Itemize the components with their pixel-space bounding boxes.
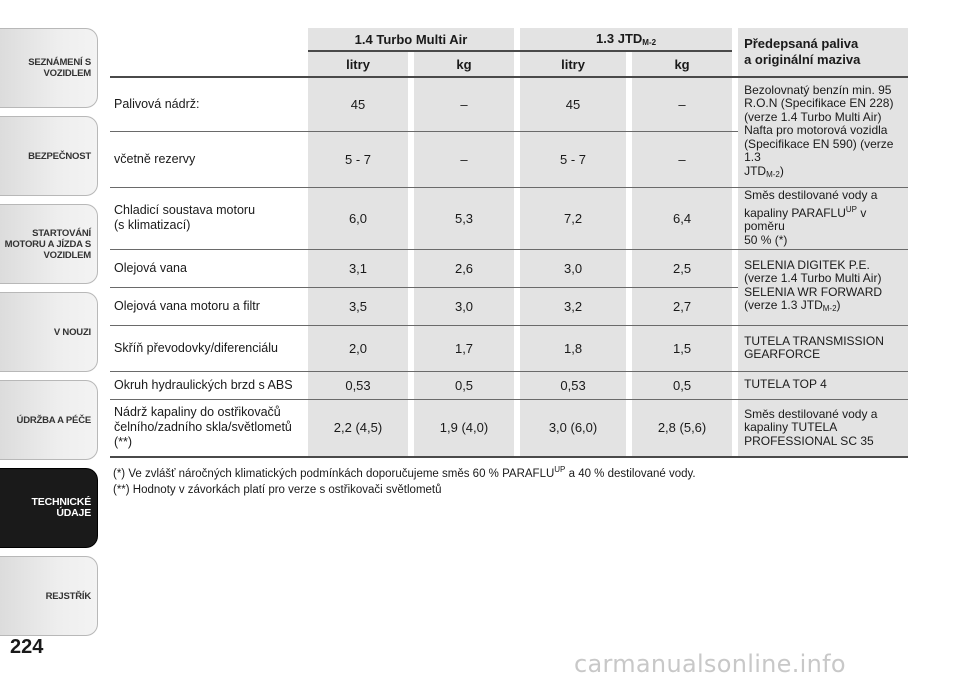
cell-value: 1,8 bbox=[520, 325, 626, 371]
empty-header bbox=[110, 28, 308, 51]
unit-kg-2: kg bbox=[632, 51, 732, 77]
tab-bezpecnost[interactable] bbox=[0, 116, 98, 196]
row-label: Okruh hydraulických brzd s ABS bbox=[110, 371, 308, 399]
cell-value: 0,53 bbox=[520, 371, 626, 399]
table-row bbox=[110, 399, 908, 457]
unit-kg-1: kg bbox=[414, 51, 514, 77]
cell-value: 1,7 bbox=[414, 325, 514, 371]
tab-label: TECHNICKÉ ÚDAJE bbox=[31, 496, 91, 519]
footnote-1: (*) Ve zvlášť náročných klimatických podmínkách doporučujeme směs 60 % $PARAFLU^{UP}$ a 40 % destilované vody. bbox=[113, 465, 696, 480]
table-row bbox=[110, 371, 908, 399]
unit-litry-1: litry bbox=[308, 51, 408, 77]
row-label: Olejová vana motoru a filtr bbox=[110, 287, 308, 325]
cell-value: 2,8 (5,6) bbox=[632, 399, 732, 457]
fuel-spec-oil: SELENIA DIGITEK P.E. (verze 1.4 Turbo Multi Air) SELENIA WR FORWARD (verze 1.3 $JTD_{M-2}$) bbox=[738, 249, 908, 325]
page-number: 224 bbox=[10, 636, 44, 658]
cell-value: – bbox=[414, 77, 514, 131]
row-label: včetně rezervy bbox=[110, 131, 308, 187]
tab-label: V NOUZI bbox=[53, 326, 91, 338]
tab-udrzba-a-pece[interactable] bbox=[0, 380, 98, 460]
table-row bbox=[110, 187, 908, 249]
cell-value: 2,6 bbox=[414, 249, 514, 287]
row-label: Olejová vana bbox=[110, 249, 308, 287]
row-label: Palivová nádrž: bbox=[110, 77, 308, 131]
footnote-2: (**) Hodnoty v závorkách platí pro verze s ostřikovači světlometů bbox=[113, 484, 442, 496]
fuel-header: Předepsaná paliva a originální maziva bbox=[738, 28, 908, 77]
tab-v-nouzi[interactable] bbox=[0, 292, 98, 372]
tab-startovani[interactable] bbox=[0, 204, 98, 284]
tab-label: STARTOVÁNÍ MOTORU A JÍZDA S VOZIDLEM bbox=[4, 227, 91, 261]
unit-litry-2: litry bbox=[520, 51, 626, 77]
capacities-table bbox=[110, 28, 908, 458]
cell-value: 3,1 bbox=[308, 249, 408, 287]
cell-value: 0,5 bbox=[414, 371, 514, 399]
engine2-header: 1.3 $JTD_{M-2}$ bbox=[520, 28, 732, 51]
cell-value: 3,0 (6,0) bbox=[520, 399, 626, 457]
fuel-spec-coolant: Směs destilované vody a kapaliny $PARAFLU^{UP}$ v poměru 50 % (*) bbox=[738, 187, 908, 249]
row-label: Skříň převodovky/diferenciálu bbox=[110, 325, 308, 371]
cell-value: 45 bbox=[520, 77, 626, 131]
cell-value: 5 - 7 bbox=[520, 131, 626, 187]
fuel-spec-transmission: TUTELA TRANSMISSION GEARFORCE bbox=[738, 325, 908, 371]
cell-value: 3,5 bbox=[308, 287, 408, 325]
tab-label: ÚDRŽBA A PÉČE bbox=[16, 414, 91, 426]
tab-label: REJSTŘÍK bbox=[45, 590, 91, 602]
cell-value: 6,4 bbox=[632, 187, 732, 249]
cell-value: 3,0 bbox=[414, 287, 514, 325]
fuel-spec-brake: TUTELA TOP 4 bbox=[738, 371, 908, 399]
tab-technicke-udaje[interactable] bbox=[0, 468, 98, 548]
cell-value: 0,5 bbox=[632, 371, 732, 399]
cell-value: 5 - 7 bbox=[308, 131, 408, 187]
cell-value: – bbox=[632, 77, 732, 131]
cell-value: 2,0 bbox=[308, 325, 408, 371]
tab-label: SEZNÁMENÍ S VOZIDLEM bbox=[28, 57, 91, 79]
cell-value: 2,2 (4,5) bbox=[308, 399, 408, 457]
row-label: Nádrž kapaliny do ostřikovačů čelního/zadního skla/světlometů (**) bbox=[110, 399, 308, 457]
tab-rejstrik[interactable] bbox=[0, 556, 98, 636]
cell-value: 0,53 bbox=[308, 371, 408, 399]
cell-value: – bbox=[414, 131, 514, 187]
row-label: Chladicí soustava motoru (s klimatizací) bbox=[110, 187, 308, 249]
table-row bbox=[110, 325, 908, 371]
tab-label: BEZPEČNOST bbox=[28, 150, 91, 162]
cell-value: 6,0 bbox=[308, 187, 408, 249]
cell-value: 7,2 bbox=[520, 187, 626, 249]
cell-value: 2,7 bbox=[632, 287, 732, 325]
fuel-spec-fuel: Bezolovnatý benzín min. 95 R.O.N (Specifikace EN 228) (verze 1.4 Turbo Multi Air) Nafta pro motorová vozidla (Specifikace EN 590) (verze 1.3 $JTD_{M-2}$) bbox=[738, 77, 908, 187]
table-row bbox=[110, 77, 908, 131]
cell-value: – bbox=[632, 131, 732, 187]
cell-value: 45 bbox=[308, 77, 408, 131]
cell-value: 3,0 bbox=[520, 249, 626, 287]
watermark: carmanualsonline.info bbox=[574, 650, 846, 678]
footnotes bbox=[113, 462, 913, 498]
cell-value: 2,5 bbox=[632, 249, 732, 287]
cell-value: 1,9 (4,0) bbox=[414, 399, 514, 457]
cell-value: 5,3 bbox=[414, 187, 514, 249]
engine1-header: 1.4 Turbo Multi Air bbox=[308, 28, 514, 51]
fuel-spec-washer: Směs destilované vody a kapaliny TUTELA PROFESSIONAL SC 35 bbox=[738, 399, 908, 457]
cell-value: 1,5 bbox=[632, 325, 732, 371]
tab-seznameni-s-vozidlem[interactable] bbox=[0, 28, 98, 108]
table-row bbox=[110, 249, 908, 287]
cell-value: 3,2 bbox=[520, 287, 626, 325]
